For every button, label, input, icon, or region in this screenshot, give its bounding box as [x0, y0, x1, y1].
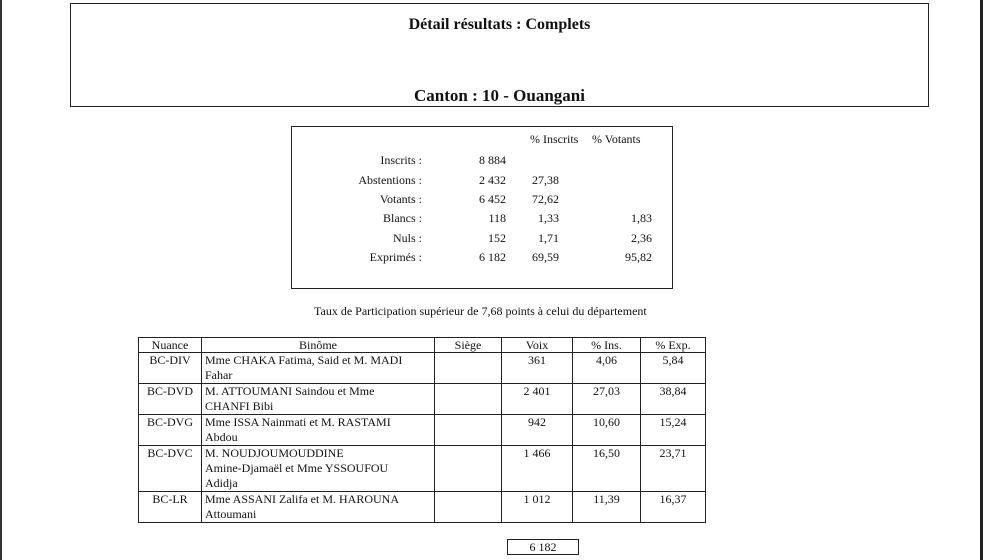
- voix-cell: 942: [502, 415, 573, 446]
- stat-row-blancs: [292, 211, 672, 229]
- canton-title: Canton : 10 - Ouangani: [414, 86, 585, 105]
- stat-label: Abstentions :: [358, 173, 422, 187]
- col-header-pct-votants: % Votants: [592, 132, 641, 146]
- siege-cell: [435, 446, 502, 492]
- voix-cell: 361: [502, 353, 573, 384]
- binome-cell: [202, 384, 435, 415]
- page-left-edge: [0, 0, 2, 560]
- col-header-nuance: Nuance: [139, 338, 202, 353]
- stat-pct-inscrits: 1,33: [538, 211, 559, 225]
- stat-count: 6 182: [479, 250, 506, 264]
- stat-label: Nuls :: [392, 231, 422, 245]
- nuance-cell: BC-DVD: [139, 384, 202, 415]
- binome-line: CHANFI Bibi: [205, 399, 274, 413]
- pct-ins-cell: 11,39: [573, 492, 641, 523]
- col-header-pct-inscrits: % Inscrits: [530, 132, 579, 146]
- stat-label: Blancs :: [383, 211, 422, 225]
- binome-cell: [202, 353, 435, 384]
- stat-count: 6 452: [479, 192, 506, 206]
- siege-cell: [435, 415, 502, 446]
- stat-label: Exprimés :: [369, 250, 422, 264]
- total-voix: 6 182: [507, 539, 579, 555]
- col-header-siege: Siège: [435, 338, 502, 353]
- binome-line: M. ATTOUMANI Saindou et Mme: [205, 384, 375, 398]
- nuance-cell: BC-DVG: [139, 415, 202, 446]
- binome-line: M. NOUDJOUMOUDDINE: [205, 446, 344, 460]
- pct-ins-cell: 10,60: [573, 415, 641, 446]
- voix-cell: 1 466: [502, 446, 573, 492]
- col-header-voix: Voix: [502, 338, 573, 353]
- binome-cell: [202, 415, 435, 446]
- stat-pct-inscrits: 27,38: [532, 173, 559, 187]
- nuance-cell: BC-LR: [139, 492, 202, 523]
- pct-exp-cell: 16,37: [641, 492, 706, 523]
- stat-row-abstentions: [292, 173, 672, 191]
- voix-cell: 1 012: [502, 492, 573, 523]
- col-header-pct-ins: % Ins.: [573, 338, 641, 353]
- table-row: [139, 353, 706, 384]
- table-row: [139, 384, 706, 415]
- turnout-stats-box: [291, 126, 673, 289]
- table-row: [139, 492, 706, 523]
- results-table: [138, 337, 706, 523]
- nuance-cell: BC-DVC: [139, 446, 202, 492]
- binome-cell: [202, 492, 435, 523]
- stat-row-nuls: [292, 231, 672, 249]
- stat-pct-inscrits: 69,59: [532, 250, 559, 264]
- stat-pct-inscrits: 72,62: [532, 192, 559, 206]
- pct-exp-cell: 38,84: [641, 384, 706, 415]
- stat-row-inscrits: [292, 153, 672, 171]
- stat-count: 118: [488, 211, 506, 225]
- stat-count: 2 432: [479, 173, 506, 187]
- siege-cell: [435, 492, 502, 523]
- results-header-row: [139, 338, 706, 353]
- stat-pct-votants: 95,82: [625, 250, 652, 264]
- participation-note: Taux de Participation supérieur de 7,68 points à celui du département: [314, 304, 647, 318]
- pct-exp-cell: 23,71: [641, 446, 706, 492]
- table-row: [139, 415, 706, 446]
- stat-pct-votants: 1,83: [631, 211, 652, 225]
- binome-line: Abdou: [205, 430, 238, 444]
- pct-ins-cell: 27,03: [573, 384, 641, 415]
- stat-row-exprimes: [292, 250, 672, 268]
- stat-pct-votants: 2,36: [631, 231, 652, 245]
- binome-line: Attoumani: [205, 507, 257, 521]
- siege-cell: [435, 353, 502, 384]
- pct-ins-cell: 16,50: [573, 446, 641, 492]
- binome-line: Mme ASSANI Zalifa et M. HAROUNA: [205, 492, 399, 506]
- pct-exp-cell: 15,24: [641, 415, 706, 446]
- header-box: [70, 3, 929, 107]
- nuance-cell: BC-DIV: [139, 353, 202, 384]
- binome-line: Mme ISSA Nainmati et M. RASTAMI: [205, 415, 391, 429]
- table-row: [139, 446, 706, 492]
- pct-ins-cell: 4,06: [573, 353, 641, 384]
- stat-count: 152: [488, 231, 506, 245]
- stat-label: Votants :: [379, 192, 422, 206]
- stat-label: Inscrits :: [380, 153, 422, 167]
- voix-cell: 2 401: [502, 384, 573, 415]
- siege-cell: [435, 384, 502, 415]
- col-header-binome: Binôme: [202, 338, 435, 353]
- binome-line: Fahar: [205, 368, 233, 382]
- binome-cell: [202, 446, 435, 492]
- stat-row-votants: [292, 192, 672, 210]
- binome-line: Adidja: [205, 476, 238, 490]
- binome-line: Amine-Djamaël et Mme YSSOUFOU: [205, 461, 389, 475]
- binome-line: Mme CHAKA Fatima, Said et M. MADI: [205, 353, 403, 367]
- col-header-pct-exp: % Exp.: [641, 338, 706, 353]
- stat-count: 8 884: [479, 153, 506, 167]
- pct-exp-cell: 5,84: [641, 353, 706, 384]
- page-title: Détail résultats : Complets: [408, 16, 591, 33]
- stat-pct-inscrits: 1,71: [538, 231, 559, 245]
